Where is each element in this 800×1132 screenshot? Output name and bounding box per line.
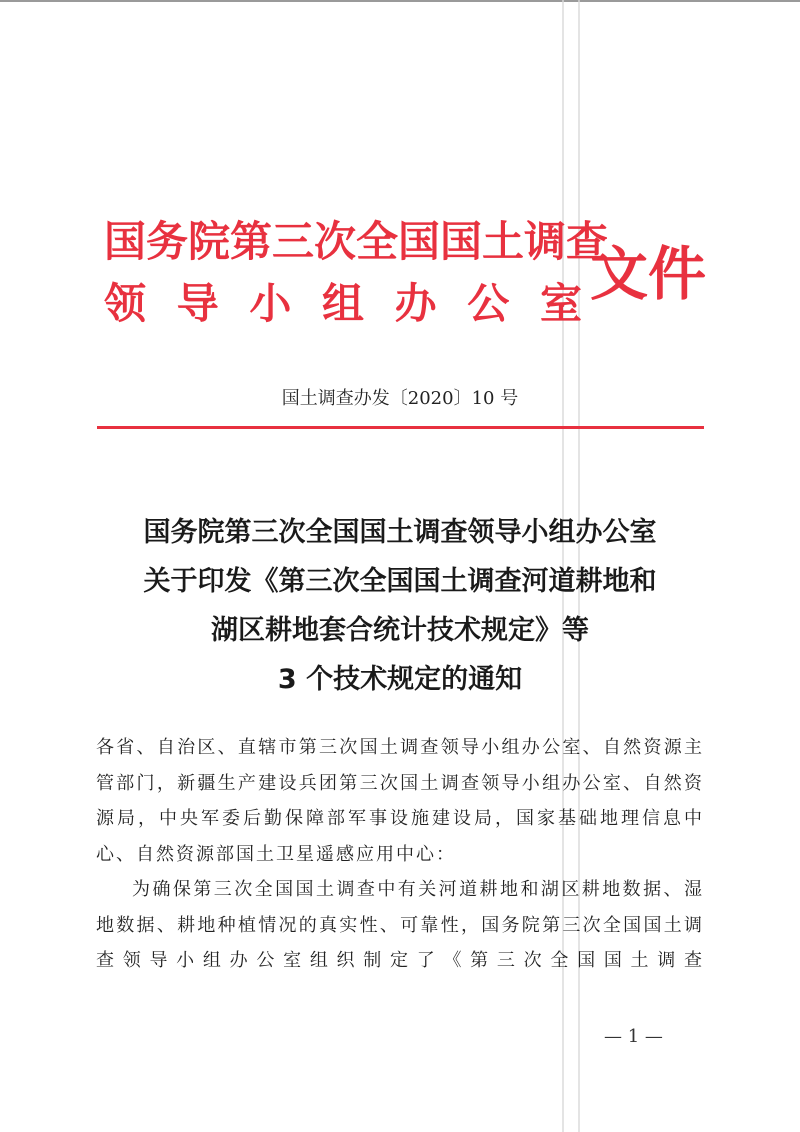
masthead-char: 组 (321, 279, 364, 328)
masthead-char: 领 (104, 279, 147, 328)
masthead-char: 办 (394, 279, 437, 328)
red-masthead (104, 212, 724, 342)
document-number: 国土调查办发〔2020〕10 号 (281, 388, 519, 409)
masthead-issuer-line2 (104, 278, 582, 330)
red-separator-rule (97, 426, 704, 429)
masthead-char: 导 (176, 279, 219, 328)
masthead-char: 小 (249, 279, 292, 328)
page-top-edge (0, 0, 800, 2)
title-line: 国务院第三次全国国土调查领导小组办公室 (143, 517, 657, 548)
title-line: 关于印发《第三次全国国土调查河道耕地和 (143, 566, 657, 597)
addressee-paragraph: 各省、自治区、直辖市第三次国土调查领导小组办公室、自然资源主管部门，新疆生产建设兵团第三次国土调查领导小组办公室、自然资源局，中央军委后勤保障部军事设施建设局，国家基础地理信息中心、自然资源部国土卫星遥感应用中心： (96, 737, 704, 865)
masthead-char: 公 (467, 279, 510, 328)
title-line: 湖区耕地套合统计技术规定》等 (211, 615, 589, 646)
masthead-document-suffix: 文件 (590, 240, 707, 308)
masthead-issuer-line1: 国务院第三次全国国土调查 (104, 217, 609, 266)
masthead-char: 室 (539, 279, 582, 328)
body-paragraph: 为确保第三次全国国土调查中有关河道耕地和湖区耕地数据、湿地数据、耕地种植情况的真实性、可靠性，国务院第三次全国国土调查领导小组办公室组织制定了《第三次全国国土调查 (96, 879, 704, 971)
page-number: — 1 — (604, 1026, 663, 1047)
title-line: 3 个技术规定的通知 (277, 664, 523, 695)
document-title (0, 508, 800, 704)
document-body (96, 730, 704, 979)
